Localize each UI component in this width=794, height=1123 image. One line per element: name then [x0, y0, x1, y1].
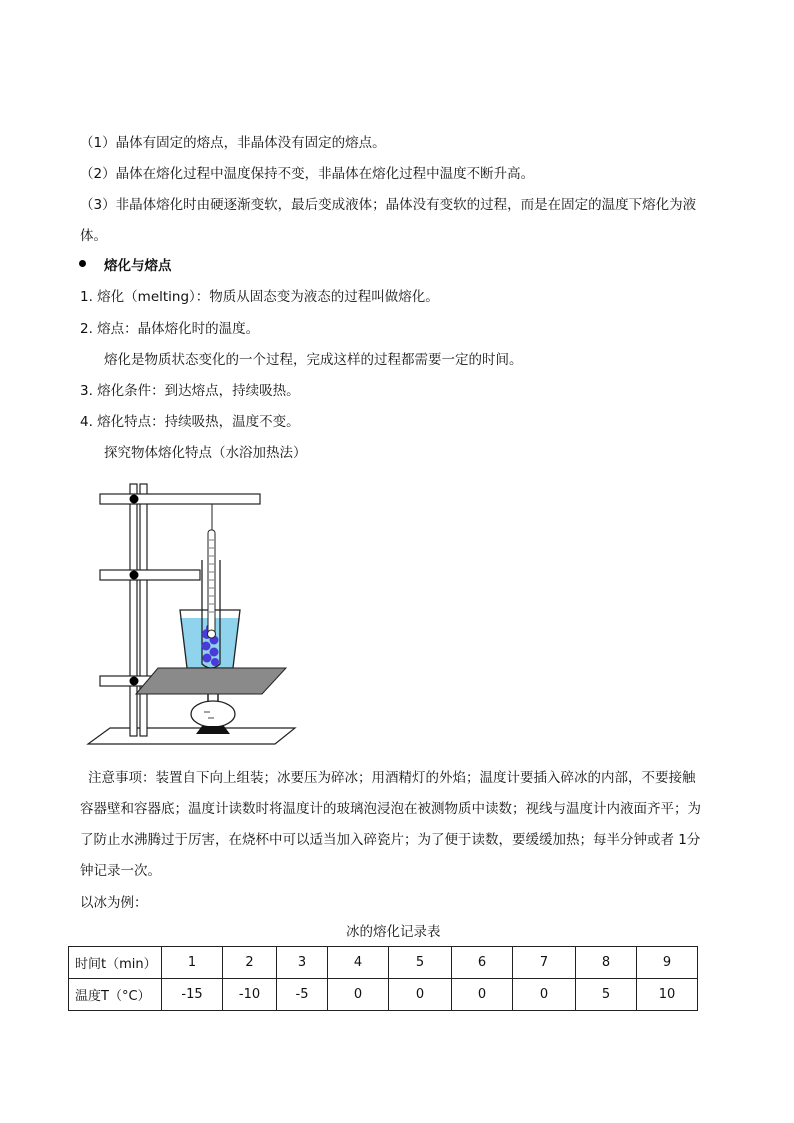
point-1: （1）晶体有固定的熔点，非晶体没有固定的熔点。: [80, 135, 386, 151]
table-cell: 1: [162, 947, 223, 979]
ice-melting-record-table: [68, 946, 698, 1011]
thermometer: [208, 530, 215, 634]
definition-4: 4. 熔化特点：持续吸热，温度不变。: [80, 414, 300, 430]
table-cell: 5: [576, 979, 637, 1011]
table-cell: 8: [576, 947, 637, 979]
clamp-knob-icon: [130, 677, 139, 686]
table-cell: 0: [452, 979, 513, 1011]
middle-clamp-arm: [100, 570, 200, 580]
point-3-line-1: （3）非晶体熔化时由硬逐渐变软，最后变成液体；晶体没有变软的过程，而是在固定的温度下熔化为液: [80, 197, 697, 213]
table-cell: -10: [223, 979, 277, 1011]
alcohol-lamp: [191, 701, 235, 727]
notes-line-3: 了防止水沸腾过于厉害，在烧杯中可以适当加入碎瓷片；为了便于读数，要缓缓加热；每半分钟或者 1分: [80, 832, 701, 848]
table-cell: 10: [637, 979, 698, 1011]
table-cell: 6: [452, 947, 513, 979]
water-bath-apparatus-figure: [80, 478, 300, 753]
table-cell: 4: [328, 947, 389, 979]
definition-3: 3. 熔化条件：到达熔点，持续吸热。: [80, 383, 300, 399]
table-cell: -5: [277, 979, 328, 1011]
table-cell: 3: [277, 947, 328, 979]
notes-line-1: 注意事项：装置自下向上组装；冰要压为碎冰；用酒精灯的外焰；温度计要插入碎冰的内部，不要接触: [88, 770, 696, 786]
lamp-base: [196, 726, 230, 734]
base-plate: [88, 728, 295, 744]
example-label: 以冰为例：: [80, 895, 148, 911]
table-row-time: [69, 947, 698, 979]
table-cell: -15: [162, 979, 223, 1011]
clamp-knob-icon: [130, 495, 139, 504]
point-2: （2）晶体在熔化过程中温度保持不变，非晶体在熔化过程中温度不断升高。: [80, 166, 535, 182]
section-heading: 熔化与熔点: [104, 258, 172, 274]
table-cell: 9: [637, 947, 698, 979]
table-cell: 0: [513, 979, 576, 1011]
notes-line-2: 容器壁和容器底；温度计读数时将温度计的玻璃泡浸泡在被测物质中读数；视线与温度计内液面齐平；为: [80, 801, 701, 817]
clamp-knob-icon: [130, 571, 139, 580]
definition-2-note: 熔化是物质状态变化的一个过程，完成这样的过程都需要一定的时间。: [104, 352, 523, 368]
notes-line-4: 钟记录一次。: [80, 863, 161, 879]
table-cell: 2: [223, 947, 277, 979]
table-row-temperature: [69, 979, 698, 1011]
table-cell: 7: [513, 947, 576, 979]
definition-1: 1. 熔化（melting）：物质从固态变为液态的过程叫做熔化。: [80, 289, 439, 305]
point-3-line-2: 体。: [80, 228, 107, 244]
stand-rod: [130, 484, 137, 736]
figure-caption: 探究物体熔化特点（水浴加热法）: [104, 445, 307, 461]
bullet-icon: [79, 260, 86, 267]
definition-2: 2. 熔点：晶体熔化时的温度。: [80, 321, 260, 337]
row-header-time: 时间t（min）: [69, 947, 162, 979]
top-clamp-arm: [100, 494, 260, 504]
table-cell: 0: [328, 979, 389, 1011]
table-cell: 5: [389, 947, 452, 979]
table-title: 冰的熔化记录表: [346, 924, 441, 940]
table-cell: 0: [389, 979, 452, 1011]
row-header-temperature: 温度T（°C）: [69, 979, 162, 1011]
stand-rod-2: [140, 484, 147, 736]
wire-gauze: [136, 668, 286, 694]
